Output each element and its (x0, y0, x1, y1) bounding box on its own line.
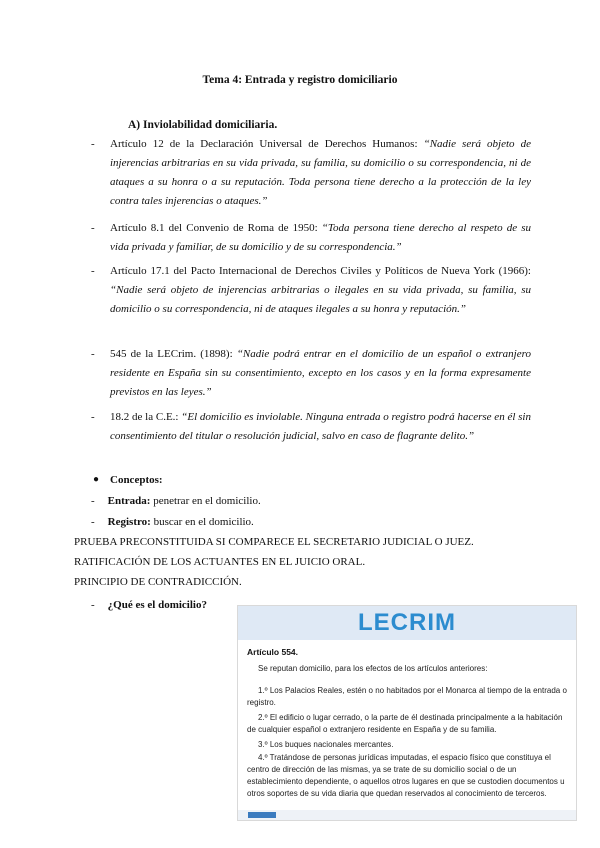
lecrim-intro: Se reputan domicilio, para los efectos de los artículos anteriores: (258, 664, 488, 673)
bullet-icon: ● (93, 474, 100, 485)
legal-item (91, 219, 531, 257)
list-dash: - (91, 411, 95, 423)
legal-item-quote: “Nadie será objeto de injerencias arbitrarias en su vida privada, su familia, su domicilio o su correspondencia, ni de ataques a su honra o a su reputación. Toda persona tiene derecho a la protección de la ley contra tales injerencias o ataques.” (110, 138, 531, 207)
entrada-label: Entrada: (107, 495, 151, 507)
legal-item (91, 345, 531, 402)
legal-item-quote: “Nadie será objeto de injerencias arbitrarias o ilegales en su vida privada, su familia, su domicilio o su correspondencia, ni de ataques ilegales a su honra y reputación.” (110, 284, 531, 315)
lecrim-logo: LECRIM (358, 609, 456, 636)
legal-item (91, 262, 531, 319)
list-dash: - (91, 495, 95, 507)
legal-item-lead: 18.2 de la C.E.: (110, 411, 182, 423)
legal-item-lead: Artículo 8.1 del Convenio de Roma de 1950: (110, 222, 322, 234)
list-dash: - (91, 222, 95, 234)
lecrim-paragraph: 1.º Los Palacios Reales, estén o no habitados por el Monarca al tiempo de la entrada o registro. (247, 686, 567, 707)
legal-item (91, 408, 531, 446)
legal-item-quote: “Nadie podrá entrar en el domicilio de un español o extranjero residente en España sin su consentimiento, excepto en los casos y en la forma expresamente previstos en las leyes.” (110, 348, 531, 398)
legal-item (91, 135, 531, 211)
lecrim-bottom-strip (238, 810, 576, 820)
note-line: PRINCIPIO DE CONTRADICCIÓN. (74, 576, 242, 588)
list-dash: - (91, 138, 95, 150)
legal-item-lead: 545 de la LECrim. (1898): (110, 348, 237, 360)
lecrim-footer-logo (248, 812, 276, 818)
note-line: PRUEBA PRECONSTITUIDA SI COMPARECE EL SECRETARIO JUDICIAL O JUEZ. (74, 536, 474, 548)
list-dash: - (91, 516, 95, 528)
entrada-line (91, 492, 261, 511)
lecrim-article-title: Artículo 554. (247, 647, 299, 657)
registro-label: Registro: (107, 516, 151, 528)
lecrim-paragraph: 3.º Los buques nacionales mercantes. (258, 740, 394, 749)
note-line: RATIFICACIÓN DE LOS ACTUANTES EN EL JUICIO ORAL. (74, 556, 366, 568)
entrada-text: penetrar en el domicilio. (150, 495, 261, 507)
list-dash: - (91, 265, 95, 277)
list-dash: - (91, 599, 95, 611)
section-heading-a: A) Inviolabilidad domiciliaria. (128, 119, 278, 131)
lecrim-paragraph: 4.º Tratándose de personas jurídicas imputadas, el espacio físico que constituya el centro de dirección de las mismas, ya se trate de su domicilio social o de un establecimiento dependiente, o aquellos otros lugares en que se custodien documentos u otros soportes de su vida diaria que quedan reservados al conocimiento de terceros. (247, 753, 565, 798)
page-title: Tema 4: Entrada y registro domiciliario (202, 74, 398, 86)
lecrim-article-image (237, 605, 577, 821)
legal-item-quote: “El domicilio es inviolable. Ninguna entrada o registro podrá hacerse en él sin consentimiento del titular o resolución judicial, salvo en caso de flagrante delito.” (110, 411, 531, 442)
conceptos-heading: Conceptos: (110, 474, 163, 486)
list-dash: - (91, 348, 95, 360)
lecrim-paragraph: 2.º El edificio o lugar cerrado, o la parte de él destinada principalmente a la habitación de cualquier español o extranjero residente en España y de su familia. (247, 713, 563, 734)
legal-item-lead: Artículo 12 de la Declaración Universal de Derechos Humanos: (110, 138, 424, 150)
question-text: ¿Qué es el domicilio? (107, 599, 207, 611)
legal-item-quote: “Toda persona tiene derecho al respeto de su vida privada y familiar, de su domicilio y de su correspondencia.” (110, 222, 531, 253)
question-line (91, 596, 207, 615)
registro-text: buscar en el domicilio. (150, 516, 254, 528)
registro-line (91, 513, 254, 532)
legal-item-lead: Artículo 17.1 del Pacto Internacional de Derechos Civiles y Políticos de Nueva York (1966): (110, 265, 531, 277)
